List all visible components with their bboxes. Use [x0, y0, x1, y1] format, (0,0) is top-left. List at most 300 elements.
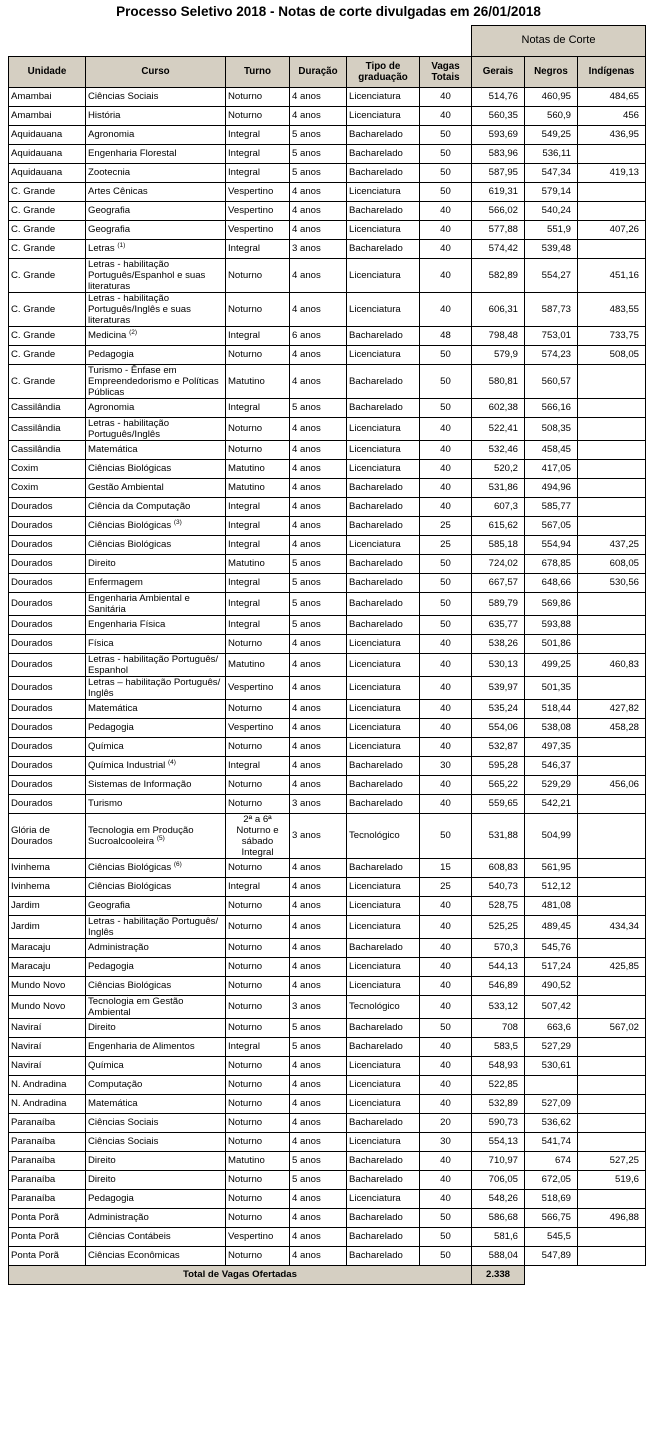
cell-tipo-graduacao: Licenciatura	[347, 535, 420, 554]
cell-indigenas: 437,25	[578, 535, 646, 554]
cell-negros: 518,44	[525, 699, 578, 718]
table-row	[9, 976, 646, 995]
cell-unidade: Ponta Porã	[9, 1246, 86, 1265]
cell-tipo-graduacao: Bacharelado	[347, 615, 420, 634]
course-name: Administração	[88, 942, 149, 953]
cell-curso	[86, 858, 226, 877]
cell-curso	[86, 1094, 226, 1113]
table-row	[9, 163, 646, 182]
cell-indigenas: 527,25	[578, 1151, 646, 1170]
cell-gerais: 532,89	[472, 1094, 525, 1113]
table-row	[9, 718, 646, 737]
cell-indigenas: 483,55	[578, 292, 646, 326]
cell-vagas-totais: 40	[420, 957, 472, 976]
cell-vagas-totais: 50	[420, 163, 472, 182]
table-row	[9, 1037, 646, 1056]
cell-turno: Noturno	[226, 794, 290, 813]
cell-unidade: N. Andradina	[9, 1094, 86, 1113]
cell-gerais: 586,68	[472, 1208, 525, 1227]
cell-unidade: Naviraí	[9, 1018, 86, 1037]
cell-curso	[86, 1208, 226, 1227]
cell-turno: Integral	[226, 756, 290, 775]
cell-tipo-graduacao: Bacharelado	[347, 239, 420, 258]
cell-indigenas: 434,34	[578, 915, 646, 938]
cell-duracao: 4 anos	[290, 1056, 347, 1075]
cell-tipo-graduacao: Bacharelado	[347, 201, 420, 220]
cell-turno: Noturno	[226, 995, 290, 1018]
cell-unidade: Dourados	[9, 516, 86, 535]
course-name: Ciências Biológicas	[88, 862, 172, 873]
cell-unidade: C. Grande	[9, 220, 86, 239]
cell-negros: 547,89	[525, 1246, 578, 1265]
table-row	[9, 915, 646, 938]
table-row	[9, 775, 646, 794]
cell-duracao: 4 anos	[290, 915, 347, 938]
cell-unidade: C. Grande	[9, 364, 86, 398]
table-row	[9, 699, 646, 718]
cell-indigenas: 456	[578, 106, 646, 125]
cell-indigenas: 425,85	[578, 957, 646, 976]
footnote-marker: (2)	[129, 329, 138, 336]
cell-turno: Vespertino	[226, 201, 290, 220]
cell-indigenas: 733,75	[578, 326, 646, 345]
cell-gerais: 608,83	[472, 858, 525, 877]
course-name: Administração	[88, 1212, 149, 1223]
cell-vagas-totais: 50	[420, 144, 472, 163]
cell-turno: Integral	[226, 516, 290, 535]
cell-gerais: 544,13	[472, 957, 525, 976]
cell-indigenas	[578, 756, 646, 775]
cell-curso	[86, 106, 226, 125]
cell-curso	[86, 775, 226, 794]
cell-turno: Integral	[226, 877, 290, 896]
table-row	[9, 554, 646, 573]
cell-curso	[86, 957, 226, 976]
cell-indigenas	[578, 976, 646, 995]
cell-vagas-totais: 40	[420, 417, 472, 440]
cell-unidade: Paranaíba	[9, 1113, 86, 1132]
cell-indigenas: 530,56	[578, 573, 646, 592]
cell-curso	[86, 1037, 226, 1056]
cell-negros: 527,29	[525, 1037, 578, 1056]
cell-negros: 536,62	[525, 1113, 578, 1132]
cell-tipo-graduacao: Licenciatura	[347, 676, 420, 699]
course-name: Geografia	[88, 224, 131, 235]
cell-gerais: 583,5	[472, 1037, 525, 1056]
cell-vagas-totais: 50	[420, 182, 472, 201]
cell-negros: 579,14	[525, 182, 578, 201]
cell-negros: 517,24	[525, 957, 578, 976]
cell-vagas-totais: 40	[420, 718, 472, 737]
cell-gerais: 535,24	[472, 699, 525, 718]
course-name: Medicina	[88, 330, 127, 341]
cell-vagas-totais: 50	[420, 364, 472, 398]
column-header-row	[9, 56, 646, 87]
cell-curso	[86, 239, 226, 258]
table-row	[9, 756, 646, 775]
course-name: Direito	[88, 1022, 116, 1033]
table-row	[9, 1018, 646, 1037]
course-name: Química Industrial	[88, 760, 166, 771]
cell-gerais: 565,22	[472, 775, 525, 794]
cell-unidade: C. Grande	[9, 292, 86, 326]
table-row	[9, 292, 646, 326]
cell-unidade: Glória de Dourados	[9, 813, 86, 858]
results-table	[8, 25, 646, 1285]
cell-unidade: Mundo Novo	[9, 995, 86, 1018]
cell-duracao: 5 anos	[290, 573, 347, 592]
table-row	[9, 364, 646, 398]
cell-vagas-totais: 50	[420, 1018, 472, 1037]
cell-indigenas: 419,13	[578, 163, 646, 182]
cell-indigenas: 460,83	[578, 653, 646, 676]
cell-duracao: 4 anos	[290, 440, 347, 459]
cell-turno: Integral	[226, 125, 290, 144]
cell-negros: 554,27	[525, 258, 578, 292]
cell-indigenas: 436,95	[578, 125, 646, 144]
cell-unidade: Dourados	[9, 573, 86, 592]
cell-curso	[86, 976, 226, 995]
table-row	[9, 1132, 646, 1151]
cell-negros: 501,35	[525, 676, 578, 699]
cell-vagas-totais: 25	[420, 535, 472, 554]
cell-tipo-graduacao: Licenciatura	[347, 258, 420, 292]
cell-indigenas	[578, 417, 646, 440]
cell-vagas-totais: 40	[420, 896, 472, 915]
cell-duracao: 4 anos	[290, 182, 347, 201]
cell-indigenas	[578, 478, 646, 497]
total-label: Total de Vagas Ofertadas	[9, 1265, 472, 1284]
cell-vagas-totais: 50	[420, 813, 472, 858]
cell-gerais: 525,25	[472, 915, 525, 938]
table-row	[9, 877, 646, 896]
course-name: Direito	[88, 1155, 116, 1166]
cell-tipo-graduacao: Licenciatura	[347, 976, 420, 995]
cell-vagas-totais: 50	[420, 554, 472, 573]
cell-turno: Noturno	[226, 345, 290, 364]
cell-gerais: 538,26	[472, 634, 525, 653]
cell-duracao: 5 anos	[290, 125, 347, 144]
cell-negros: 497,35	[525, 737, 578, 756]
cell-indigenas	[578, 995, 646, 1018]
cell-curso	[86, 1170, 226, 1189]
cell-curso	[86, 182, 226, 201]
total-spacer	[578, 1265, 646, 1284]
cell-gerais: 667,57	[472, 573, 525, 592]
cell-negros: 489,45	[525, 915, 578, 938]
cell-turno: Noturno	[226, 1189, 290, 1208]
cell-unidade: Aquidauana	[9, 163, 86, 182]
cell-gerais: 582,89	[472, 258, 525, 292]
table-row	[9, 345, 646, 364]
course-name: Letras – habilitação Português/ Inglês	[88, 676, 221, 699]
cell-curso	[86, 634, 226, 653]
course-name: História	[88, 110, 121, 121]
cell-tipo-graduacao: Licenciatura	[347, 896, 420, 915]
footnote-marker: (4)	[167, 759, 176, 766]
course-name: Pedagogia	[88, 1193, 134, 1204]
table-row	[9, 182, 646, 201]
total-value: 2.338	[472, 1265, 525, 1284]
table-row	[9, 1056, 646, 1075]
table-row	[9, 995, 646, 1018]
table-row	[9, 634, 646, 653]
table-row	[9, 497, 646, 516]
cell-negros: 545,76	[525, 938, 578, 957]
cell-negros: 501,86	[525, 634, 578, 653]
cell-duracao: 4 anos	[290, 896, 347, 915]
cell-tipo-graduacao: Bacharelado	[347, 592, 420, 615]
cell-duracao: 4 anos	[290, 634, 347, 653]
cell-turno: Vespertino	[226, 676, 290, 699]
cell-unidade: Dourados	[9, 634, 86, 653]
cell-duracao: 4 anos	[290, 258, 347, 292]
course-name: Ciências Biológicas	[88, 539, 172, 550]
cell-vagas-totais: 40	[420, 775, 472, 794]
cell-indigenas	[578, 877, 646, 896]
table-row	[9, 813, 646, 858]
cell-negros: 567,05	[525, 516, 578, 535]
cell-duracao: 4 anos	[290, 653, 347, 676]
cell-gerais: 554,13	[472, 1132, 525, 1151]
table-row	[9, 653, 646, 676]
cell-curso	[86, 737, 226, 756]
cell-tipo-graduacao: Bacharelado	[347, 478, 420, 497]
cell-turno: Noturno	[226, 1094, 290, 1113]
cell-duracao: 5 anos	[290, 144, 347, 163]
cell-turno: Vespertino	[226, 220, 290, 239]
cell-turno: Integral	[226, 163, 290, 182]
cell-vagas-totais: 30	[420, 1132, 472, 1151]
course-name: Engenharia de Alimentos	[88, 1041, 195, 1052]
cell-unidade: Aquidauana	[9, 144, 86, 163]
cell-curso	[86, 718, 226, 737]
cell-vagas-totais: 48	[420, 326, 472, 345]
cell-gerais: 593,69	[472, 125, 525, 144]
cell-tipo-graduacao: Licenciatura	[347, 1094, 420, 1113]
column-header-duracao: Duração	[290, 56, 347, 87]
cell-turno: Noturno	[226, 417, 290, 440]
cell-turno: 2ª a 6ª Noturno e sábado Integral	[226, 813, 290, 858]
cell-negros	[525, 1075, 578, 1094]
cell-tipo-graduacao: Bacharelado	[347, 1018, 420, 1037]
cell-turno: Noturno	[226, 1170, 290, 1189]
cell-indigenas	[578, 1075, 646, 1094]
cell-vagas-totais: 40	[420, 459, 472, 478]
cell-indigenas: 508,05	[578, 345, 646, 364]
cell-indigenas	[578, 497, 646, 516]
cell-gerais: 531,86	[472, 478, 525, 497]
cell-unidade: Ponta Porã	[9, 1227, 86, 1246]
cell-negros: 678,85	[525, 554, 578, 573]
cell-turno: Noturno	[226, 440, 290, 459]
course-name: Ciências Biológicas	[88, 520, 172, 531]
cell-turno: Noturno	[226, 1208, 290, 1227]
cell-turno: Matutino	[226, 554, 290, 573]
cell-negros: 574,23	[525, 345, 578, 364]
cell-gerais: 595,28	[472, 756, 525, 775]
cell-indigenas	[578, 615, 646, 634]
cell-negros: 546,37	[525, 756, 578, 775]
cell-vagas-totais: 40	[420, 995, 472, 1018]
cell-curso	[86, 1246, 226, 1265]
cell-duracao: 4 anos	[290, 1227, 347, 1246]
cell-gerais: 580,81	[472, 364, 525, 398]
cell-unidade: Cassilândia	[9, 398, 86, 417]
cell-duracao: 4 anos	[290, 201, 347, 220]
cell-negros: 566,16	[525, 398, 578, 417]
cell-tipo-graduacao: Bacharelado	[347, 1246, 420, 1265]
cell-vagas-totais: 40	[420, 1151, 472, 1170]
cell-gerais: 548,93	[472, 1056, 525, 1075]
cell-vagas-totais: 50	[420, 1227, 472, 1246]
table-row	[9, 896, 646, 915]
cell-negros: 593,88	[525, 615, 578, 634]
course-name: Geografia	[88, 205, 131, 216]
cell-gerais: 531,88	[472, 813, 525, 858]
cell-duracao: 4 anos	[290, 417, 347, 440]
cell-negros: 494,96	[525, 478, 578, 497]
cell-curso	[86, 125, 226, 144]
cell-vagas-totais: 40	[420, 1056, 472, 1075]
cell-unidade: Dourados	[9, 676, 86, 699]
cell-curso	[86, 417, 226, 440]
cell-vagas-totais: 50	[420, 1246, 472, 1265]
cell-curso	[86, 1227, 226, 1246]
cell-curso	[86, 1075, 226, 1094]
cell-indigenas	[578, 794, 646, 813]
cell-turno: Integral	[226, 592, 290, 615]
course-name: Gestão Ambiental	[88, 482, 164, 493]
column-header-gerais: Gerais	[472, 56, 525, 87]
table-row	[9, 737, 646, 756]
cell-gerais: 554,06	[472, 718, 525, 737]
cell-tipo-graduacao: Bacharelado	[347, 125, 420, 144]
cell-duracao: 3 anos	[290, 995, 347, 1018]
cell-gerais: 560,35	[472, 106, 525, 125]
course-name: Geografia	[88, 900, 131, 911]
cell-gerais: 540,73	[472, 877, 525, 896]
cell-tipo-graduacao: Licenciatura	[347, 182, 420, 201]
table-row	[9, 957, 646, 976]
cell-gerais: 546,89	[472, 976, 525, 995]
table-row	[9, 1246, 646, 1265]
table-row	[9, 398, 646, 417]
cell-turno: Noturno	[226, 634, 290, 653]
cell-duracao: 4 anos	[290, 459, 347, 478]
cell-tipo-graduacao: Licenciatura	[347, 957, 420, 976]
cell-curso	[86, 813, 226, 858]
table-body	[9, 87, 646, 1265]
cell-unidade: Maracaju	[9, 938, 86, 957]
cell-tipo-graduacao: Bacharelado	[347, 1151, 420, 1170]
cell-tipo-graduacao: Bacharelado	[347, 1208, 420, 1227]
cell-gerais: 559,65	[472, 794, 525, 813]
cell-duracao: 5 anos	[290, 615, 347, 634]
cell-unidade: Dourados	[9, 775, 86, 794]
cell-unidade: Dourados	[9, 737, 86, 756]
cell-indigenas	[578, 737, 646, 756]
cell-turno: Noturno	[226, 957, 290, 976]
cell-gerais: 530,13	[472, 653, 525, 676]
cell-duracao: 4 anos	[290, 1208, 347, 1227]
cell-unidade: Ivinhema	[9, 877, 86, 896]
course-name: Matemática	[88, 703, 138, 714]
footnote-marker: (5)	[156, 834, 165, 842]
cell-unidade: Amambai	[9, 106, 86, 125]
page-title: Processo Seletivo 2018 - Notas de corte divulgadas em 26/01/2018	[116, 4, 541, 19]
cell-curso	[86, 653, 226, 676]
cell-duracao: 4 anos	[290, 478, 347, 497]
cell-tipo-graduacao: Bacharelado	[347, 858, 420, 877]
table-row	[9, 1094, 646, 1113]
cell-unidade: C. Grande	[9, 345, 86, 364]
cell-duracao: 4 anos	[290, 87, 347, 106]
cell-tipo-graduacao: Bacharelado	[347, 756, 420, 775]
cell-indigenas: 496,88	[578, 1208, 646, 1227]
column-header-negros: Negros	[525, 56, 578, 87]
table-row	[9, 1227, 646, 1246]
cell-vagas-totais: 50	[420, 1208, 472, 1227]
cell-indigenas	[578, 896, 646, 915]
cell-gerais: 607,3	[472, 497, 525, 516]
cell-negros: 539,48	[525, 239, 578, 258]
cell-curso	[86, 1189, 226, 1208]
cell-gerais: 619,31	[472, 182, 525, 201]
table-header	[9, 26, 646, 88]
course-name: Computação	[88, 1079, 143, 1090]
cell-vagas-totais: 40	[420, 737, 472, 756]
cell-gerais: 514,76	[472, 87, 525, 106]
footnote-marker: (1)	[117, 242, 126, 249]
cell-turno: Noturno	[226, 737, 290, 756]
course-name: Ciências Biológicas	[88, 980, 172, 991]
cell-curso	[86, 201, 226, 220]
cell-negros: 530,61	[525, 1056, 578, 1075]
cell-vagas-totais: 50	[420, 398, 472, 417]
cell-curso	[86, 1151, 226, 1170]
cell-negros: 481,08	[525, 896, 578, 915]
cell-unidade: Mundo Novo	[9, 976, 86, 995]
cell-duracao: 4 anos	[290, 976, 347, 995]
cell-duracao: 4 anos	[290, 1246, 347, 1265]
course-name: Pedagogia	[88, 722, 134, 733]
cell-unidade: Jardim	[9, 915, 86, 938]
cell-vagas-totais: 50	[420, 573, 472, 592]
cell-curso	[86, 345, 226, 364]
cell-gerais: 724,02	[472, 554, 525, 573]
cell-curso	[86, 326, 226, 345]
cell-vagas-totais: 40	[420, 676, 472, 699]
cell-duracao: 6 anos	[290, 326, 347, 345]
cell-negros: 512,12	[525, 877, 578, 896]
cell-unidade: Coxim	[9, 478, 86, 497]
cell-turno: Noturno	[226, 87, 290, 106]
cell-duracao: 5 anos	[290, 398, 347, 417]
cell-negros: 417,05	[525, 459, 578, 478]
course-name: Turismo - Ênfase em Empreendedorismo e Políticas Públicas	[88, 364, 219, 398]
cell-unidade: Paranaíba	[9, 1170, 86, 1189]
cell-unidade: Dourados	[9, 699, 86, 718]
cell-indigenas	[578, 634, 646, 653]
course-name: Artes Cênicas	[88, 186, 148, 197]
cell-negros: 560,9	[525, 106, 578, 125]
cell-negros: 663,6	[525, 1018, 578, 1037]
cell-unidade: N. Andradina	[9, 1075, 86, 1094]
cell-gerais: 574,42	[472, 239, 525, 258]
cell-unidade: Naviraí	[9, 1056, 86, 1075]
cell-vagas-totais: 40	[420, 938, 472, 957]
